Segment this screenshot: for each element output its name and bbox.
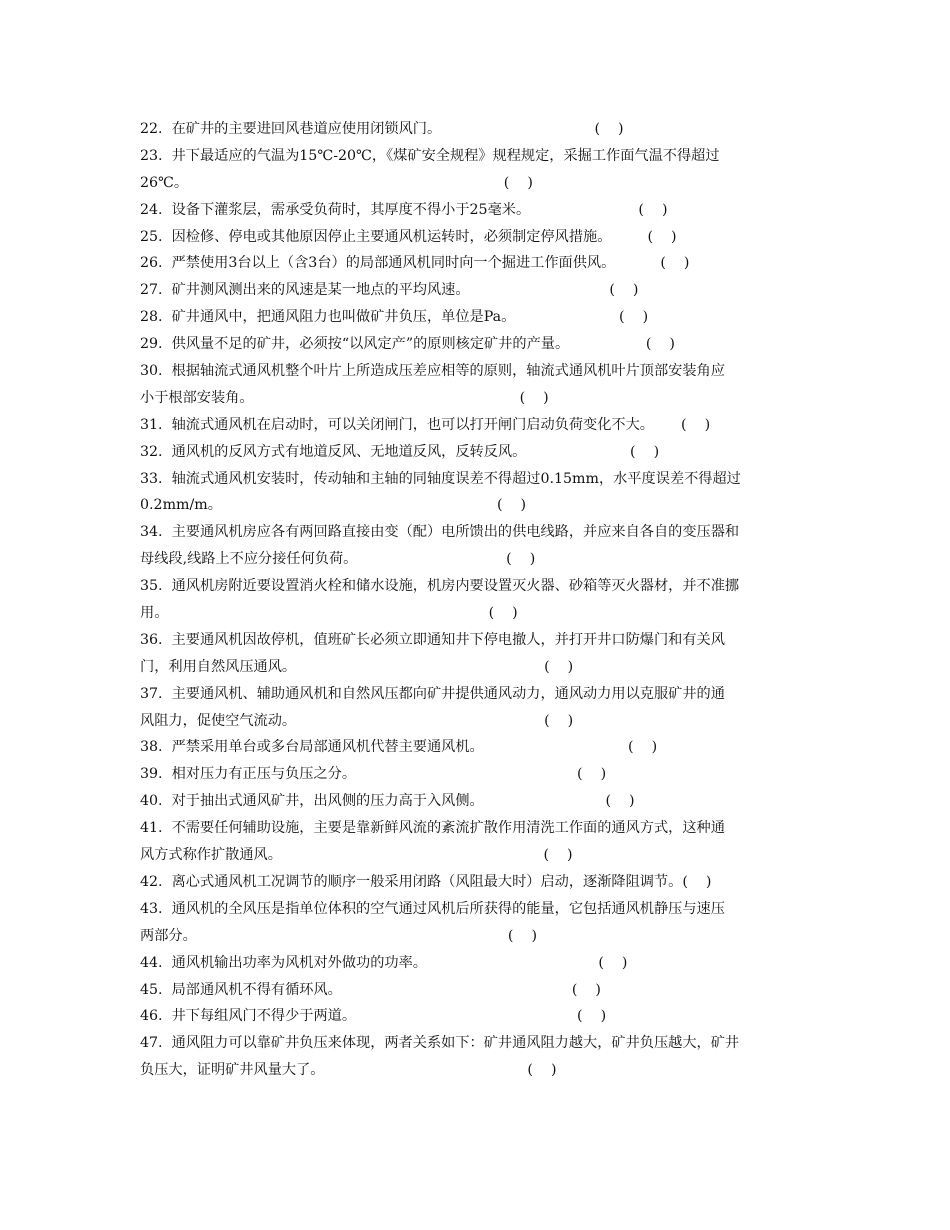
question-item: 42. 离心式通风机工况调节的顺序一般采用闭路（风阻最大时）启动，逐渐降阻调节。( ) [140,873,712,890]
question-item: 25. 因检修、停电或其他原因停止主要通风机运转时，必须制定停风措施。 ( ) [140,228,677,245]
question-item: 23. 井下最适应的气温为15℃-20℃，《煤矿安全规程》规程规定，采掘工作面气温不得超过 [140,147,720,164]
question-item: 47. 通风阻力可以靠矿井负压来体现，两者关系如下：矿井通风阻力越大，矿井负压越大，矿井 [140,1035,740,1052]
question-item: 27. 矿井测风测出来的风速是某一地点的平均风速。 ( ) [140,282,639,299]
question-item-continuation: 用。 ( ) [140,605,518,622]
question-item: 22. 在矿井的主要进回风巷道应使用闭锁风门。 ( ) [140,121,624,137]
question-item: 32. 通风机的反风方式有地道反风、无地道反风，反转反风。 ( ) [140,443,660,460]
question-item: 46. 井下每组风门不得少于两道。 ( ) [140,1008,607,1025]
question-item: 31. 轴流式通风机在启动时，可以关闭闸门，也可以打开闸门启动负荷变化不大。 ( ) [140,416,711,433]
question-item: 38. 严禁采用单台或多台局部通风机代替主要通风机。 ( ) [140,739,658,756]
question-item: 41. 不需要任何辅助设施，主要是靠新鲜风流的紊流扩散作用清洗工作面的通风方式，这种通 [140,820,725,837]
question-item: 43. 通风机的全风压是指单位体积的空气通过风机后所获得的能量，它包括通风机静压与速压 [140,900,725,917]
question-item: 36. 主要通风机因故停机，值班矿长必须立即通知井下停电撤人，并打开井口防爆门和有关风 [140,631,725,648]
question-item-continuation: 0.2mm/m。 ( ) [140,497,527,514]
question-item-continuation: 小于根部安装角。 ( ) [140,389,549,406]
question-item: 33. 轴流式通风机安装时，传动轴和主轴的同轴度误差不得超过0.15mm，水平度误差不得超过 [140,470,741,487]
question-item: 34. 主要通风机房应各有两回路直接由变（配）电所馈出的供电线路，并应来自各自的变压器和 [140,524,740,541]
question-item: 30. 根据轴流式通风机整个叶片上所造成压差应相等的原则，轴流式通风机叶片顶部安装角应 [140,363,725,380]
question-item-continuation: 门，利用自然风压通风。 ( ) [140,658,574,675]
question-item: 39. 相对压力有正压与负压之分。 ( ) [140,766,607,783]
question-item-continuation: 风阻力，促使空气流动。 ( ) [140,712,574,729]
question-item-continuation: 风方式称作扩散通风。 ( ) [140,847,573,864]
question-item-continuation: 负压大，证明矿井风量大了。 ( ) [140,1062,557,1079]
question-item: 29. 供风量不足的矿井，必须按“以风定产”的原则核定矿井的产量。 ( ) [140,336,675,353]
question-item: 28. 矿井通风中，把通风阻力也叫做矿井负压，单位是Pa。 ( ) [140,309,649,326]
question-item-continuation: 母线段,线路上不应分接任何负荷。 ( ) [140,551,536,568]
question-item: 35. 通风机房附近要设置消火栓和储水设施，机房内要设置灭火器、砂箱等灭火器材，并不准挪 [140,578,740,595]
question-item: 45. 局部通风机不得有循环风。 ( ) [140,981,601,998]
question-item-continuation: 两部分。 ( ) [140,927,538,944]
question-item: 26. 严禁使用3台以上（含3台）的局部通风机同时向一个掘进工作面供风。 ( ) [140,255,690,272]
question-item: 40. 对于抽出式通风矿井，出风侧的压力高于入风侧。 ( ) [140,793,635,810]
question-item-continuation: 26℃。 ( ) [140,174,533,191]
question-item: 24. 设备下灌浆层，需承受负荷时，其厚度不得小于25毫米。 ( ) [140,201,668,218]
question-item: 37. 主要通风机、辅助通风机和自然风压都向矿井提供通风动力，通风动力用以克服矿井的通 [140,685,725,702]
question-item: 44. 通风机输出功率为风机对外做功的功率。 ( ) [140,954,628,971]
question-list [140,116,816,1084]
